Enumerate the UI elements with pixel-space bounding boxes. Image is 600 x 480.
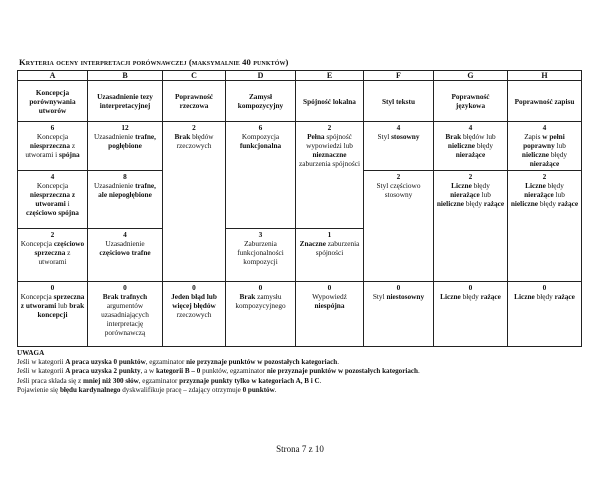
criteria-cell xyxy=(18,171,88,229)
criteria-cell xyxy=(18,282,88,347)
points-value: 8 xyxy=(123,172,127,181)
column-header: Poprawność zapisu xyxy=(508,81,582,122)
points-value: 4 xyxy=(542,123,547,132)
column-letter: A xyxy=(18,71,88,81)
criteria-cell xyxy=(508,282,582,347)
criteria-cell xyxy=(163,282,226,347)
criterion-description: Styl niestosowny xyxy=(372,292,425,301)
points-value: 4 xyxy=(396,123,401,132)
criterion-description: Zapis w pełni poprawny lub nieliczne błędy nierażące xyxy=(521,132,568,168)
criteria-cell xyxy=(364,171,434,282)
criteria-cell xyxy=(226,122,296,229)
criteria-cell xyxy=(88,171,163,229)
column-letter: B xyxy=(88,71,163,81)
points-value: 12 xyxy=(121,123,129,132)
criterion-description: Kompozycja funkcjonalna xyxy=(239,132,282,150)
column-letters-row xyxy=(18,71,582,81)
column-header: Uzasadnienie tezy interpretacyjnej xyxy=(88,81,163,122)
criterion-description: Uzasadnienie trafne, pogłębione xyxy=(93,132,156,150)
points-value: 4 xyxy=(123,230,127,239)
criteria-cell xyxy=(296,122,364,229)
criterion-description: Brak zamysłu kompozycyjnego xyxy=(235,292,286,310)
criterion-description: Uzasadnienie trafne, ale niepogłębione xyxy=(93,181,156,199)
note-line: Pojawienie się błędu kardynalnego dyskwalifikuje pracę – zdający otrzymuje 0 punktów. xyxy=(17,385,277,394)
column-letter: F xyxy=(364,71,434,81)
criteria-cell xyxy=(18,122,88,171)
column-header: Spójność lokalna xyxy=(296,81,364,122)
points-value: 2 xyxy=(192,123,196,132)
criteria-cell xyxy=(434,171,508,282)
table-row xyxy=(18,122,582,171)
criterion-description: Brak błędów rzeczowych xyxy=(174,132,214,150)
points-value: 0 xyxy=(123,283,127,292)
criterion-description: Styl stosowny xyxy=(377,132,420,141)
criteria-table xyxy=(17,70,582,347)
points-value: 2 xyxy=(327,123,332,132)
criteria-cell xyxy=(364,122,434,171)
points-value: 0 xyxy=(50,283,55,292)
column-header: Poprawność językowa xyxy=(434,81,508,122)
criteria-cell xyxy=(508,171,582,282)
points-value: 0 xyxy=(396,283,401,292)
criterion-description: Pełna spójność wypowiedzi lub nieznaczne zaburzenia spójności xyxy=(299,132,360,168)
column-letter: D xyxy=(226,71,296,81)
points-value: 2 xyxy=(542,172,547,181)
points-value: 4 xyxy=(468,123,473,132)
criterion-description: Brak błędów lub nieliczne błędy nierażące xyxy=(445,132,496,159)
criteria-cell xyxy=(508,122,582,171)
column-letter: E xyxy=(296,71,364,81)
criterion-description: Jeden błąd lub więcej błędów rzeczowych xyxy=(171,292,217,319)
points-value: 6 xyxy=(50,123,55,132)
criteria-cell xyxy=(163,122,226,282)
criterion-description: Liczne błędy rażące xyxy=(440,292,501,301)
points-value: 2 xyxy=(50,230,55,239)
points-value: 0 xyxy=(468,283,473,292)
criterion-description: Brak trafnych argumentów uzasadniających interpretację porównawczą xyxy=(101,292,149,337)
column-letter: H xyxy=(508,71,582,81)
criterion-description: Zaburzenia funkcjonalności kompozycji xyxy=(237,239,284,266)
criterion-description: Znaczne zaburzenia spójności xyxy=(299,239,360,257)
criteria-cell xyxy=(434,122,508,171)
note-line: Jeśli w kategorii A praca uzyska 0 punktów, egzaminator nie przyznaje punktów w pozostałych kategoriach. xyxy=(17,358,340,367)
points-value: 0 xyxy=(327,283,332,292)
criterion-description: Koncepcja sprzeczna z utworami lub brak koncepcji xyxy=(20,292,85,319)
points-value: 3 xyxy=(258,230,263,239)
criteria-cell xyxy=(88,229,163,282)
criterion-description: Wypowiedź niespójna xyxy=(312,292,347,310)
column-header: Koncepcja porównywania utworów xyxy=(18,81,88,122)
points-value: 2 xyxy=(396,172,401,181)
points-value: 0 xyxy=(192,283,196,292)
points-value: 1 xyxy=(327,230,332,239)
column-header: Zamysł kompozycyjny xyxy=(226,81,296,122)
criteria-cell xyxy=(18,229,88,282)
column-header: Styl tekstu xyxy=(364,81,434,122)
note-title: UWAGA xyxy=(17,349,45,357)
criteria-cell xyxy=(88,282,163,347)
criterion-description: Koncepcja częściowo sprzeczna z utworami xyxy=(20,239,85,266)
criterion-description: Koncepcja niesprzeczna z utworami i częściowo spójna xyxy=(26,181,79,217)
points-value: 4 xyxy=(50,172,55,181)
column-header: Poprawność rzeczowa xyxy=(163,81,226,122)
points-value: 6 xyxy=(258,123,263,132)
criterion-description: Liczne błędy nierażące lub nieliczne błędy rażące xyxy=(436,181,505,208)
note-line: Jeśli w kategorii A praca uzyska 2 punkty, a w kategorii B – 0 punktów, egzaminator nie przyznaje punktów w pozostałych kategoriach. xyxy=(17,367,420,376)
table-row xyxy=(18,282,582,347)
points-value: 0 xyxy=(542,283,547,292)
page-number: Strona 7 z 10 xyxy=(276,444,324,454)
criteria-cell xyxy=(226,229,296,282)
column-letter: C xyxy=(163,71,226,81)
column-headers-row xyxy=(18,81,582,122)
criterion-description: Koncepcja niesprzeczna z utworami i spójna xyxy=(25,132,80,159)
note-line: Jeśli praca składa się z mniej niż 300 słów, egzaminator przyznaje punkty tylko w kategoriach A, B i C. xyxy=(17,376,322,385)
criteria-cell xyxy=(88,122,163,171)
criteria-cell xyxy=(364,282,434,347)
note-section xyxy=(17,349,587,395)
criteria-cell xyxy=(296,282,364,347)
criteria-cell xyxy=(296,229,364,282)
criterion-description: Liczne błędy rażące xyxy=(514,292,575,301)
page-title: Kryteria oceny interpretacji porównawczej (maksymalnie 40 punktów) xyxy=(19,57,289,67)
criterion-description: Uzasadnienie częściowo trafne xyxy=(99,239,151,257)
points-value: 0 xyxy=(258,283,263,292)
column-letter: G xyxy=(434,71,508,81)
points-value: 2 xyxy=(468,172,473,181)
criterion-description: Liczne błędy nierażące lub nieliczne błędy rażące xyxy=(510,181,579,208)
criterion-description: Styl częściowo stosowny xyxy=(376,181,421,199)
criteria-cell xyxy=(226,282,296,347)
criteria-cell xyxy=(434,282,508,347)
